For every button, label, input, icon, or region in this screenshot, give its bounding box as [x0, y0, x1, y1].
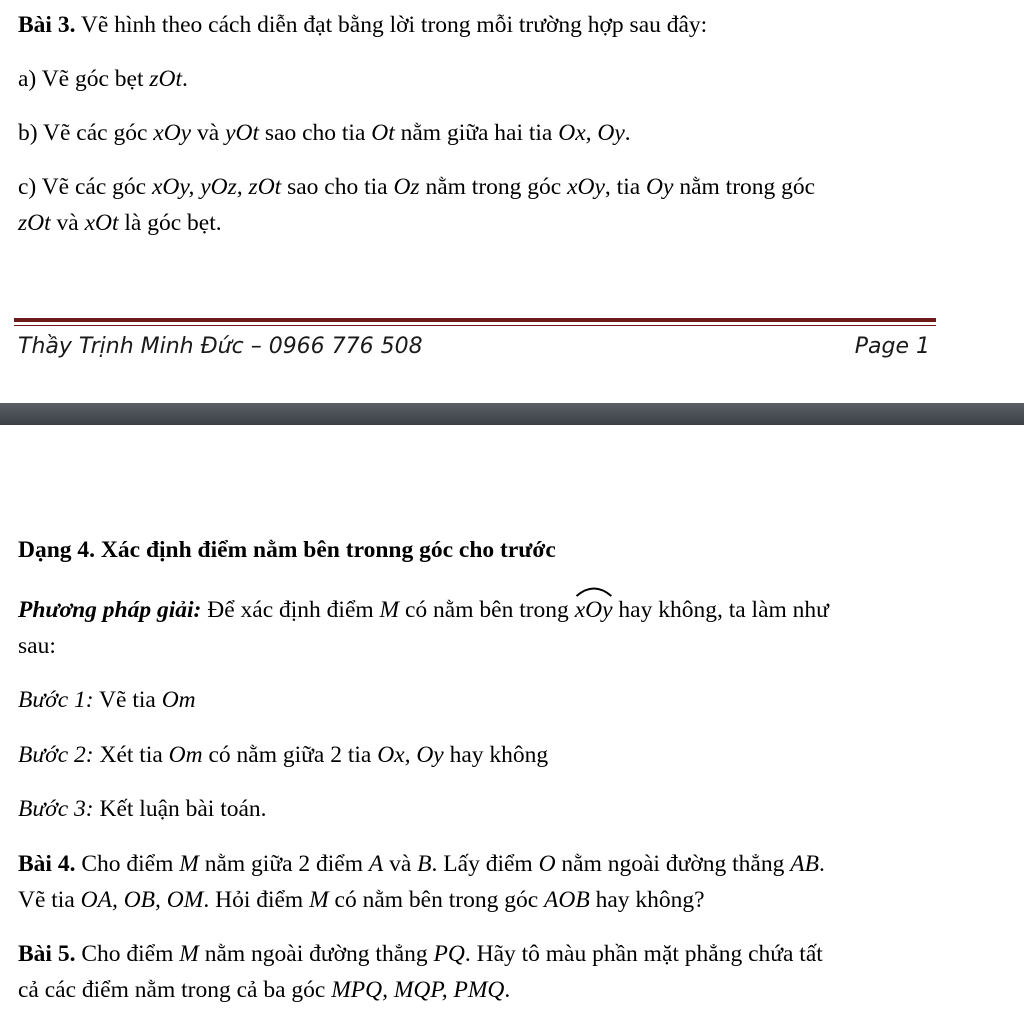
method-line-1 [18, 594, 829, 624]
text-run: Ot [371, 120, 395, 146]
text-run: AB [790, 851, 819, 877]
text-run: có nằm bên trong góc [328, 887, 545, 913]
text-run: và [191, 120, 226, 146]
text-run: . [818, 851, 825, 877]
text-run: OA, OB, OM [80, 887, 204, 913]
text-run: là góc bẹt. [118, 210, 222, 236]
angle-arc-icon [575, 585, 613, 597]
text-run: A [368, 851, 384, 877]
text-run: Bài 4. [18, 851, 76, 877]
text-run: b) Vẽ các góc [18, 120, 154, 146]
text-run: . Hãy tô màu phần mặt phẳng chứa tất [464, 941, 823, 967]
text-run: M [179, 941, 199, 967]
footer-author: Thầy Trịnh Minh Đức – 0966 776 508 [18, 334, 423, 359]
text-run: M [309, 887, 329, 913]
text-run: có nằm bên trong [399, 597, 575, 623]
bai3-line [18, 11, 707, 39]
text-run: M [179, 851, 199, 877]
text-run: Om [168, 742, 203, 768]
step-1 [18, 686, 196, 714]
text-run: Cho điểm [75, 941, 180, 967]
text-run: yOt [225, 120, 259, 146]
text-run: PQ [433, 941, 465, 967]
text-run: sao cho tia [281, 174, 394, 200]
text-run: nằm ngoài đường thẳng [555, 851, 791, 877]
bai4-line-1 [18, 850, 825, 878]
text-run: Vẽ tia [18, 887, 81, 913]
step-3 [18, 795, 267, 823]
text-run: sau: [18, 633, 56, 659]
angle-xoy-symbol [575, 594, 613, 624]
bai4-line-2 [18, 886, 705, 914]
text-run: B [417, 851, 432, 877]
text-run: . [182, 66, 188, 92]
text-run: và [383, 851, 418, 877]
text-run: hay không? [589, 887, 705, 913]
text-run: xOy, yOz, zOt [151, 174, 282, 200]
text-run: có nằm giữa 2 tia [202, 742, 378, 768]
text-run: xOy [153, 120, 192, 146]
text-run: Dạng 4. Xác định điểm nằm bên tronng góc cho trước [18, 537, 556, 563]
text-run: cả các điểm nằm trong cả ba góc [18, 977, 332, 1003]
text-run: Bài 3. [18, 12, 76, 38]
bai5-line-1 [18, 940, 823, 968]
page-1 [0, 0, 1024, 403]
text-run: Bước 3: [18, 796, 94, 822]
text-run: Để xác định điểm [201, 597, 380, 623]
text-run: Vẽ hình theo cách diễn đạt bằng lời trong mỗi trường hợp sau đây: [75, 12, 708, 38]
text-run: , tia [604, 174, 647, 200]
method-line-2 [18, 632, 56, 660]
text-run: nằm ngoài đường thẳng [198, 941, 434, 967]
page-2 [0, 425, 1024, 1036]
text-run: Vẽ tia [93, 687, 162, 713]
text-run: Bước 2: [18, 742, 94, 768]
text-run: nằm giữa hai tia [394, 120, 559, 146]
text-run: Xét tia [93, 742, 169, 768]
text-run: và [50, 210, 85, 236]
text-run: xOy [574, 597, 613, 623]
section-heading [18, 536, 556, 564]
footer-rule-thin [14, 325, 936, 326]
text-run: sao cho tia [259, 120, 372, 146]
text-run: Om [161, 687, 196, 713]
text-run: Kết luận bài toán. [93, 796, 267, 822]
text-run: xOy [567, 174, 605, 200]
text-run: c) Vẽ các góc [18, 174, 152, 200]
item-a-line [18, 65, 188, 93]
text-run: . Hỏi điểm [203, 887, 310, 913]
text-run: hay không [443, 742, 549, 768]
bai5-line-2 [18, 976, 510, 1004]
text-run: nằm giữa 2 điểm [198, 851, 369, 877]
text-run: xOt [84, 210, 119, 236]
item-c-line-2 [18, 209, 222, 237]
text-run: M [379, 597, 400, 623]
text-run: zOt [18, 210, 51, 236]
text-run: zOt [149, 66, 183, 92]
text-run: . [624, 120, 631, 146]
text-run: MPQ, MQP, PMQ [331, 977, 505, 1003]
text-run: O [538, 851, 556, 877]
text-run: Oy [646, 174, 674, 200]
text-style-wrapper [18, 597, 201, 623]
text-run: Oz [393, 174, 420, 200]
text-run: nằm trong góc [673, 174, 816, 200]
text-run: a) Vẽ góc bẹt [18, 66, 150, 92]
text-run: Bài 5. [18, 941, 76, 967]
text-run: . [504, 977, 511, 1003]
text-run: Phương pháp giải: [18, 597, 202, 623]
text-run: nằm trong góc [419, 174, 568, 200]
text-run: Ox, Oy [558, 120, 625, 146]
text-run: Bước 1: [18, 687, 94, 713]
text-run: Ox, Oy [377, 742, 444, 768]
item-c-line-1 [18, 173, 815, 201]
text-run: Cho điểm [75, 851, 180, 877]
footer-rule-thick [14, 318, 936, 322]
page-separator [0, 403, 1024, 425]
step-2 [18, 741, 548, 769]
item-b-line [18, 119, 631, 147]
text-run: AOB [544, 887, 590, 913]
footer-page-number: Page 1 [854, 334, 930, 359]
text-run: hay không, ta làm như [612, 597, 829, 623]
text-run: . Lấy điểm [431, 851, 539, 877]
